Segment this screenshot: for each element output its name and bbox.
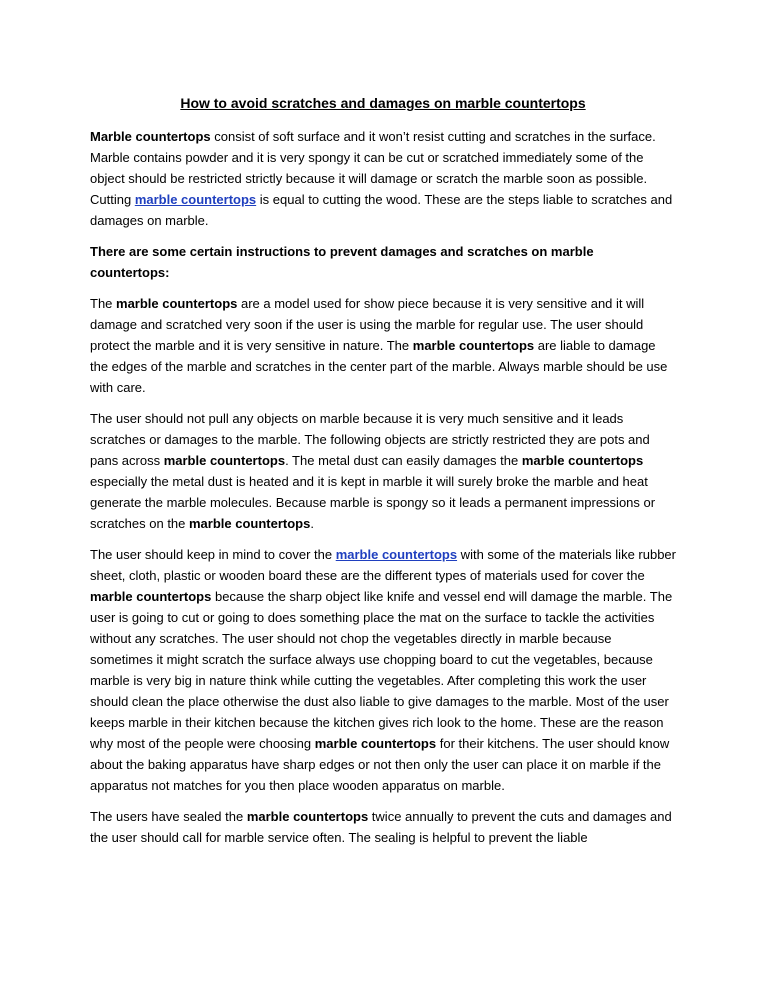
paragraph-text: for their kitchens. The user should know about the baking apparatus have sharp edges or not then only the user can place it on marble if the apparatus not matches for you then place wooden apparatus on marble. [90,736,670,793]
paragraph-show-piece [90,293,676,398]
paragraph-text: The user should keep in mind to cover the [90,547,336,562]
marble-countertops-link[interactable]: marble countertops [134,192,257,207]
paragraph-text: consist of soft surface and it won’t resist cutting and scratches in the surface. Marble contains powder and it is very spongy it can be cut or scratched immediately some of the object should be restricted strictly because it will damage or scratch the marble soon as possible. Cutting [90,129,656,207]
paragraph-pull-objects [90,408,676,534]
paragraph-cover-marble [90,544,676,796]
paragraph-intro [90,126,676,231]
document-page [90,93,676,858]
paragraph-sealing [90,806,676,848]
paragraph-text: . [310,516,314,531]
paragraph-text: are liable to damage the edges of the marble and scratches in the center part of the marble. Always marble should be use with care. [90,338,668,395]
document-title: How to avoid scratches and damages on marble countertops [180,95,586,111]
bold-keyword: marble countertops [90,589,212,604]
bold-keyword: Marble countertops [90,129,211,144]
paragraph-text: because the sharp object like knife and vessel end will damage the marble. The user is going to cut or going to does something place the mat on the surface to tackle the activities without any scratches. The user should not chop the vegetables directly in marble because sometimes it might scratch the surface always use chopping board to cut the vegetables, because marble is very big in nature think while cutting the vegetables. After completing this work the user should clean the place otherwise the dust also liable to give damages to the marble. Most of the user keeps marble in their kitchen because the kitchen gives rich look to the home. These are the reason why most of the people were choosing [90,589,673,751]
paragraph-text: The [90,296,117,311]
bold-keyword: marble countertops [314,736,437,751]
paragraph-instructions-heading [90,241,676,283]
bold-keyword: marble countertops [412,338,535,353]
paragraph-text: is equal to cutting the wood. These are the steps liable to scratches and damages on marble. [90,192,673,228]
bold-keyword: marble countertops [189,516,311,531]
bold-keyword: marble countertops [521,453,644,468]
paragraph-text: The user should not pull any objects on marble because it is very much sensitive and it leads scratches or damages to the marble. The following objects are strictly restricted they are pots and pans across [90,411,650,468]
paragraph-text: The users have sealed the [90,809,247,824]
instructions-heading: There are some certain instructions to prevent damages and scratches on marble countertops: [90,244,594,280]
bold-keyword: marble countertops [246,809,369,824]
paragraph-text: . The metal dust can easily damages the [285,453,522,468]
paragraph-text: are a model used for show piece because it is very sensitive and it will damage and scratched very soon if the user is using the marble for regular use. The user should protect the marble and it is very sensitive in nature. The [90,296,645,353]
bold-keyword: marble countertops [116,296,238,311]
paragraph-text: with some of the materials like rubber sheet, cloth, plastic or wooden board these are the different types of materials used for cover the [90,547,676,583]
marble-countertops-link[interactable]: marble countertops [335,547,458,562]
bold-keyword: marble countertops [163,453,286,468]
paragraph-text: especially the metal dust is heated and it is kept in marble it will surely broke the marble and heat generate the marble molecules. Because marble is spongy so it leads a permanent impressions or scratches on the [90,474,656,531]
paragraph-text: twice annually to prevent the cuts and damages and the user should call for marble service often. The sealing is helpful to prevent the liable [90,809,672,845]
